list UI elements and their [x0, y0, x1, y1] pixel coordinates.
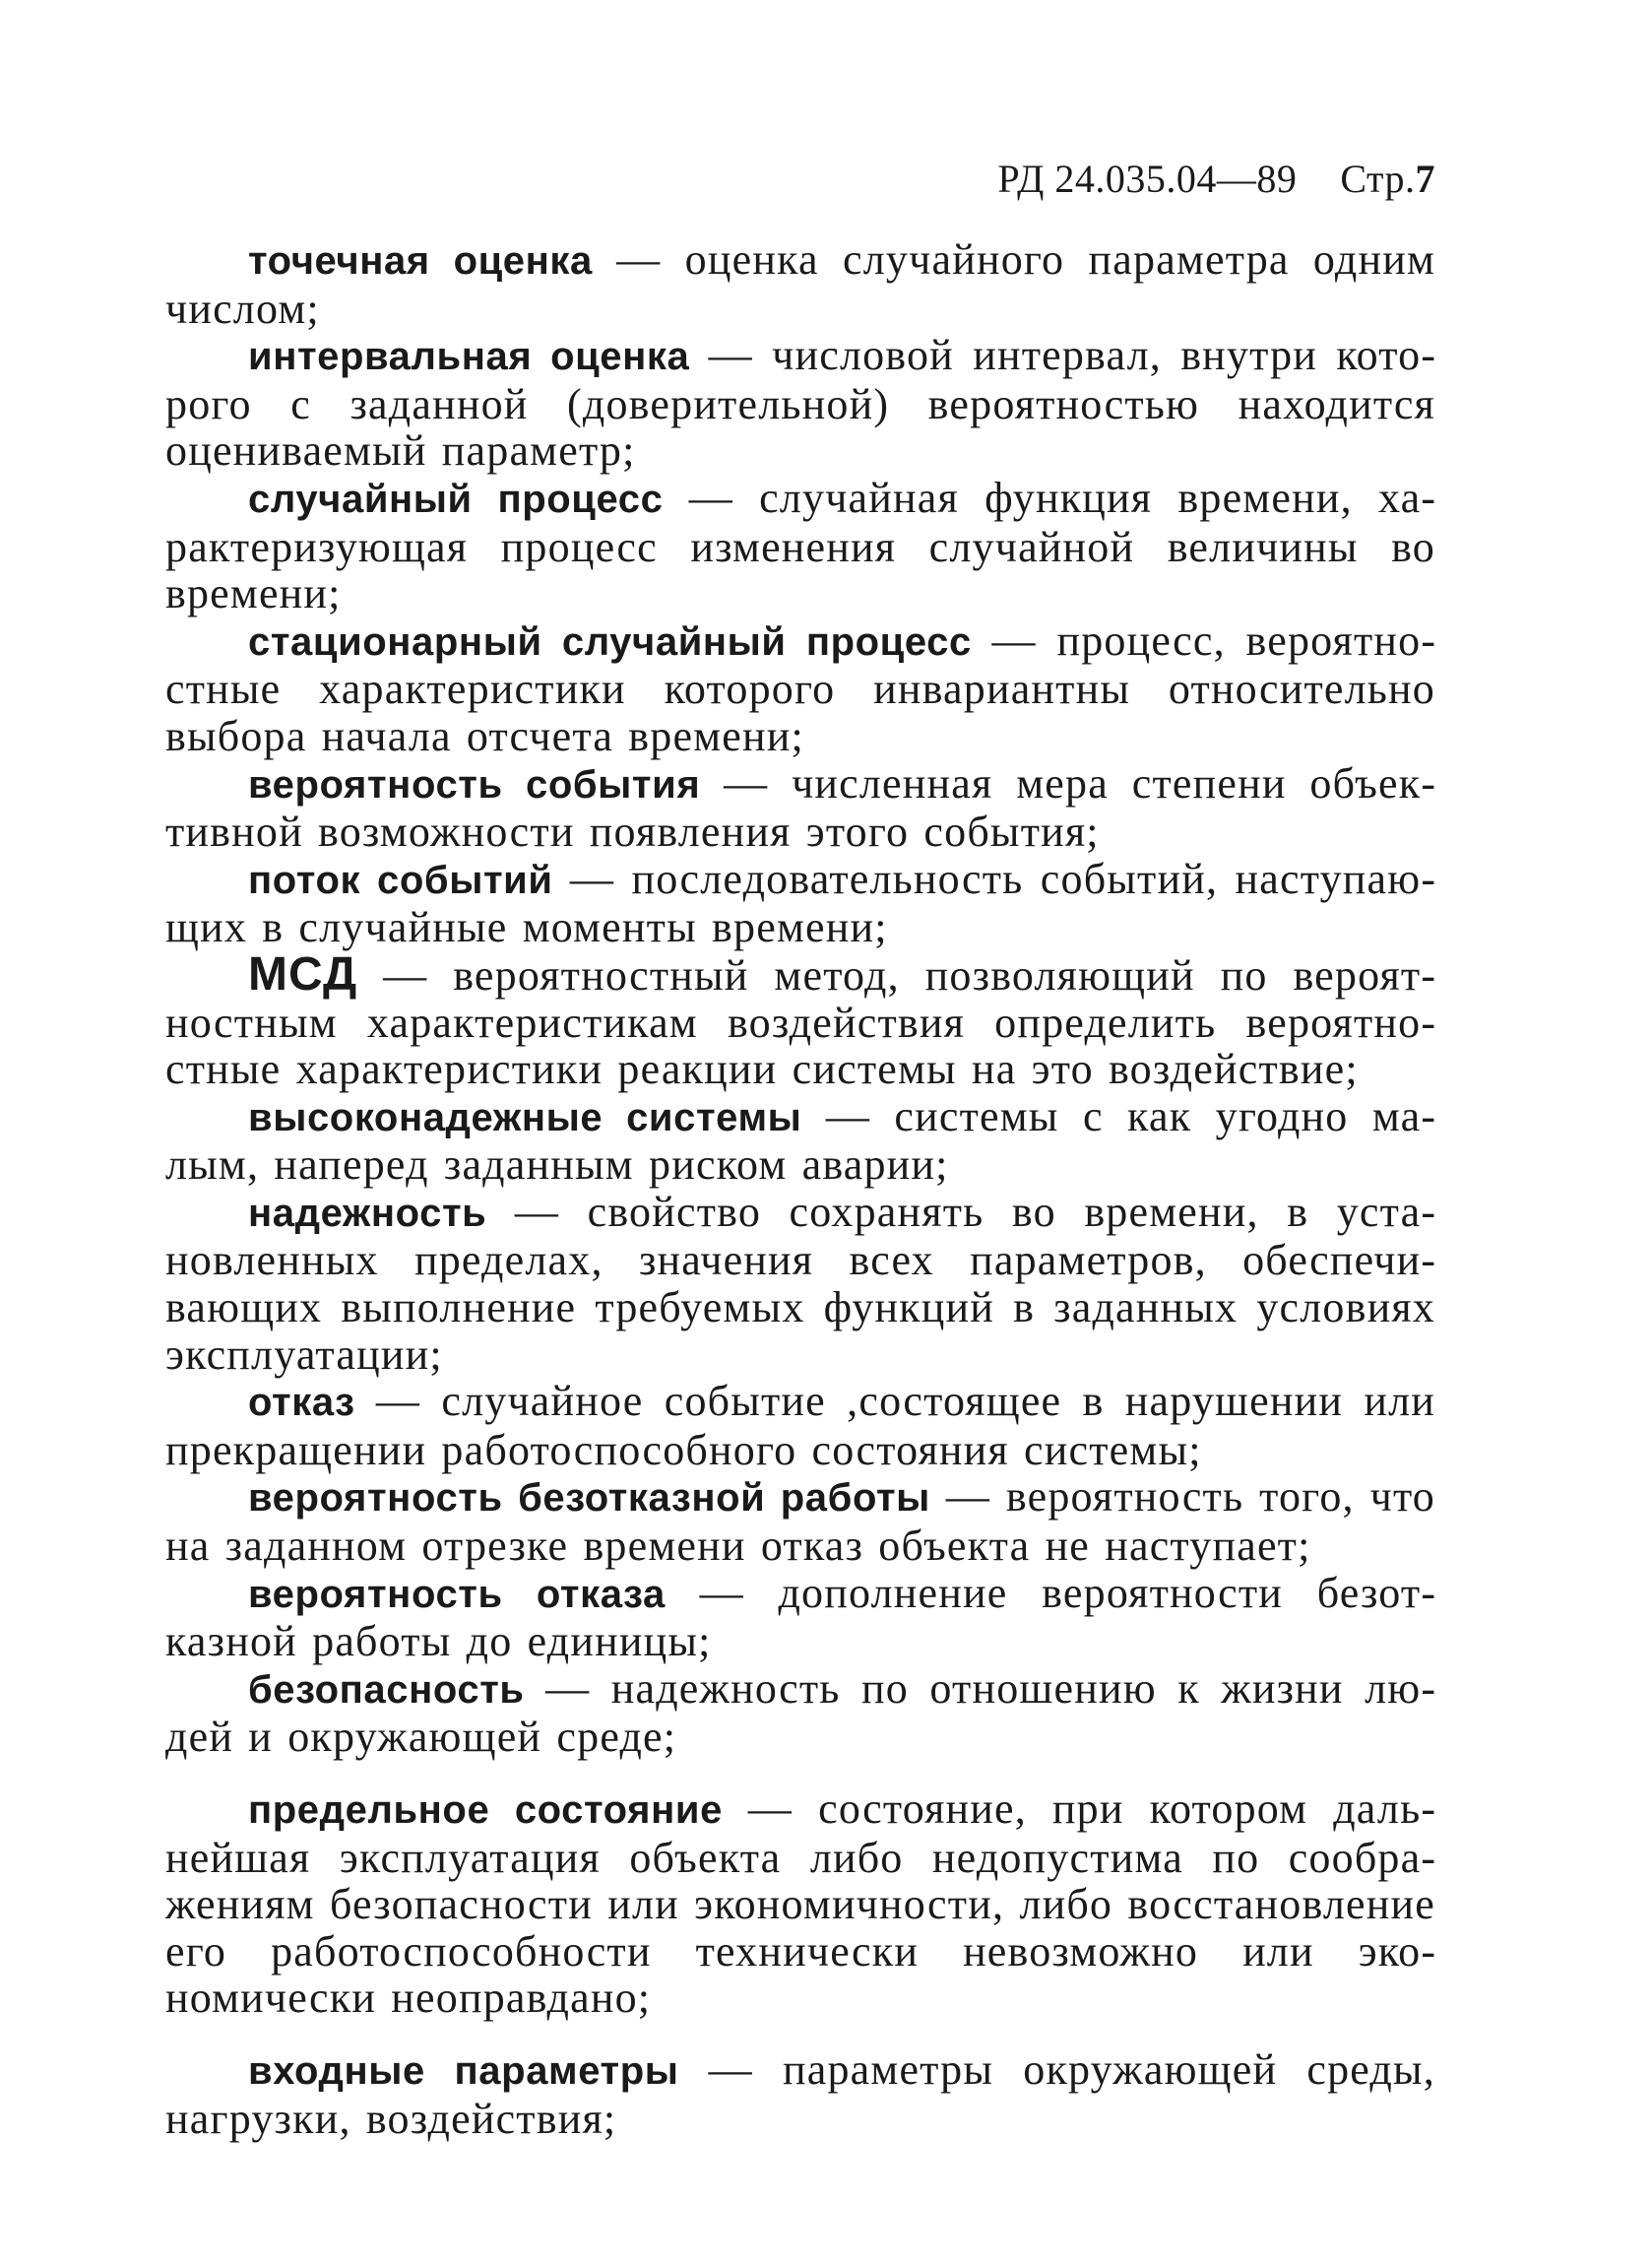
definition-term: стационарный случайный процесс — [248, 619, 972, 664]
definition-entry — [165, 236, 1435, 332]
definition-term: вероятность события — [248, 762, 701, 807]
definition-entry — [165, 2046, 1435, 2142]
definition-entry — [165, 856, 1435, 951]
definition-term: высоконадежные системы — [248, 1095, 802, 1139]
definition-text: — вероятность того, что на заданном отрезке времени отказ объекта не наступает; — [165, 1472, 1435, 1571]
definition-term: МСД — [248, 947, 358, 1001]
definition-entry — [165, 1189, 1435, 1378]
page-number: 7 — [1415, 157, 1435, 201]
definition-text: — системы с как угодно малым, наперед заданным риском аварии; — [165, 1091, 1435, 1190]
definition-term: безопасность — [248, 1667, 525, 1712]
page-header — [997, 156, 1435, 202]
definition-entry — [165, 1093, 1435, 1189]
definition-term: случайный процесс — [248, 477, 664, 521]
definition-text: — надежность по отношению к жизни людей и окружающей среде; — [165, 1663, 1435, 1762]
page-number-label — [1340, 157, 1435, 201]
definition-term: надежность — [248, 1191, 487, 1235]
definition-entry — [165, 1378, 1435, 1473]
definition-entry — [165, 1570, 1435, 1665]
definition-text: — дополнение вероятности безотказной работы до единицы; — [165, 1568, 1435, 1666]
definition-entry — [165, 332, 1435, 475]
definition-term: вероятность отказа — [248, 1572, 666, 1616]
definition-term: входные параметры — [248, 2048, 679, 2093]
definition-text: — параметры окружающей среды, нагрузки, воздействия; — [165, 2044, 1435, 2143]
definition-text: — вероятностный метод, позволяющий по вероятностным характеристикам воздействия определить вероятностные характеристики реакции системы на это воздействие; — [165, 950, 1435, 1094]
definition-text: — последовательность событий, наступающих в случайные моменты времени; — [165, 854, 1436, 952]
definition-entry — [165, 617, 1435, 760]
definition-term: точечная оценка — [248, 239, 593, 283]
definition-entry — [165, 760, 1435, 856]
definition-text: — числовой интервал, внутри которого с заданной (доверительной) вероятностью находится оцениваемый параметр; — [165, 331, 1435, 476]
definition-entry — [165, 1473, 1435, 1569]
definition-text: — состояние, при котором дальнейшая эксплуатация объекта либо недопустима по соображениям безопасности или экономичности, либо восстановление его работоспособности технически невозможно или экономически неоправдано; — [165, 1784, 1435, 2023]
definition-text: — процесс, вероятностные характеристики которого инвариантны относительно выбора начала отсчета времени; — [165, 615, 1435, 760]
definition-text: — численная мера степени объективной возможности появления этого события; — [165, 758, 1436, 857]
definition-text: — оценка случайного параметра одним числом; — [165, 235, 1435, 333]
definition-entry — [165, 1785, 1435, 2022]
definition-term: отказ — [248, 1381, 355, 1425]
definition-entry — [165, 947, 1435, 1094]
definition-text: — случайная функция времени, характеризующая процесс изменения случайной величины во времени; — [165, 473, 1435, 618]
definition-term: интервальная оценка — [248, 335, 690, 379]
definitions-list — [165, 236, 1435, 2142]
definition-text: — случайное событие ,состоящее в нарушении или прекращении работоспособного состояния системы; — [165, 1377, 1435, 1474]
page-label-text: Стр. — [1340, 157, 1416, 201]
definition-entry — [165, 1665, 1435, 1761]
definition-term: поток событий — [248, 858, 553, 902]
definition-term: вероятность безотказной работы — [248, 1476, 930, 1521]
definition-text: — свойство сохранять во времени, в установленных пределах, значения всех параметров, обеспечивающих выполнение требуемых функций в заданных условиях эксплуатации; — [165, 1187, 1435, 1379]
document-code: РД 24.035.04—89 — [997, 157, 1298, 201]
definition-entry — [165, 475, 1435, 617]
definition-term: предельное состояние — [248, 1788, 723, 1832]
